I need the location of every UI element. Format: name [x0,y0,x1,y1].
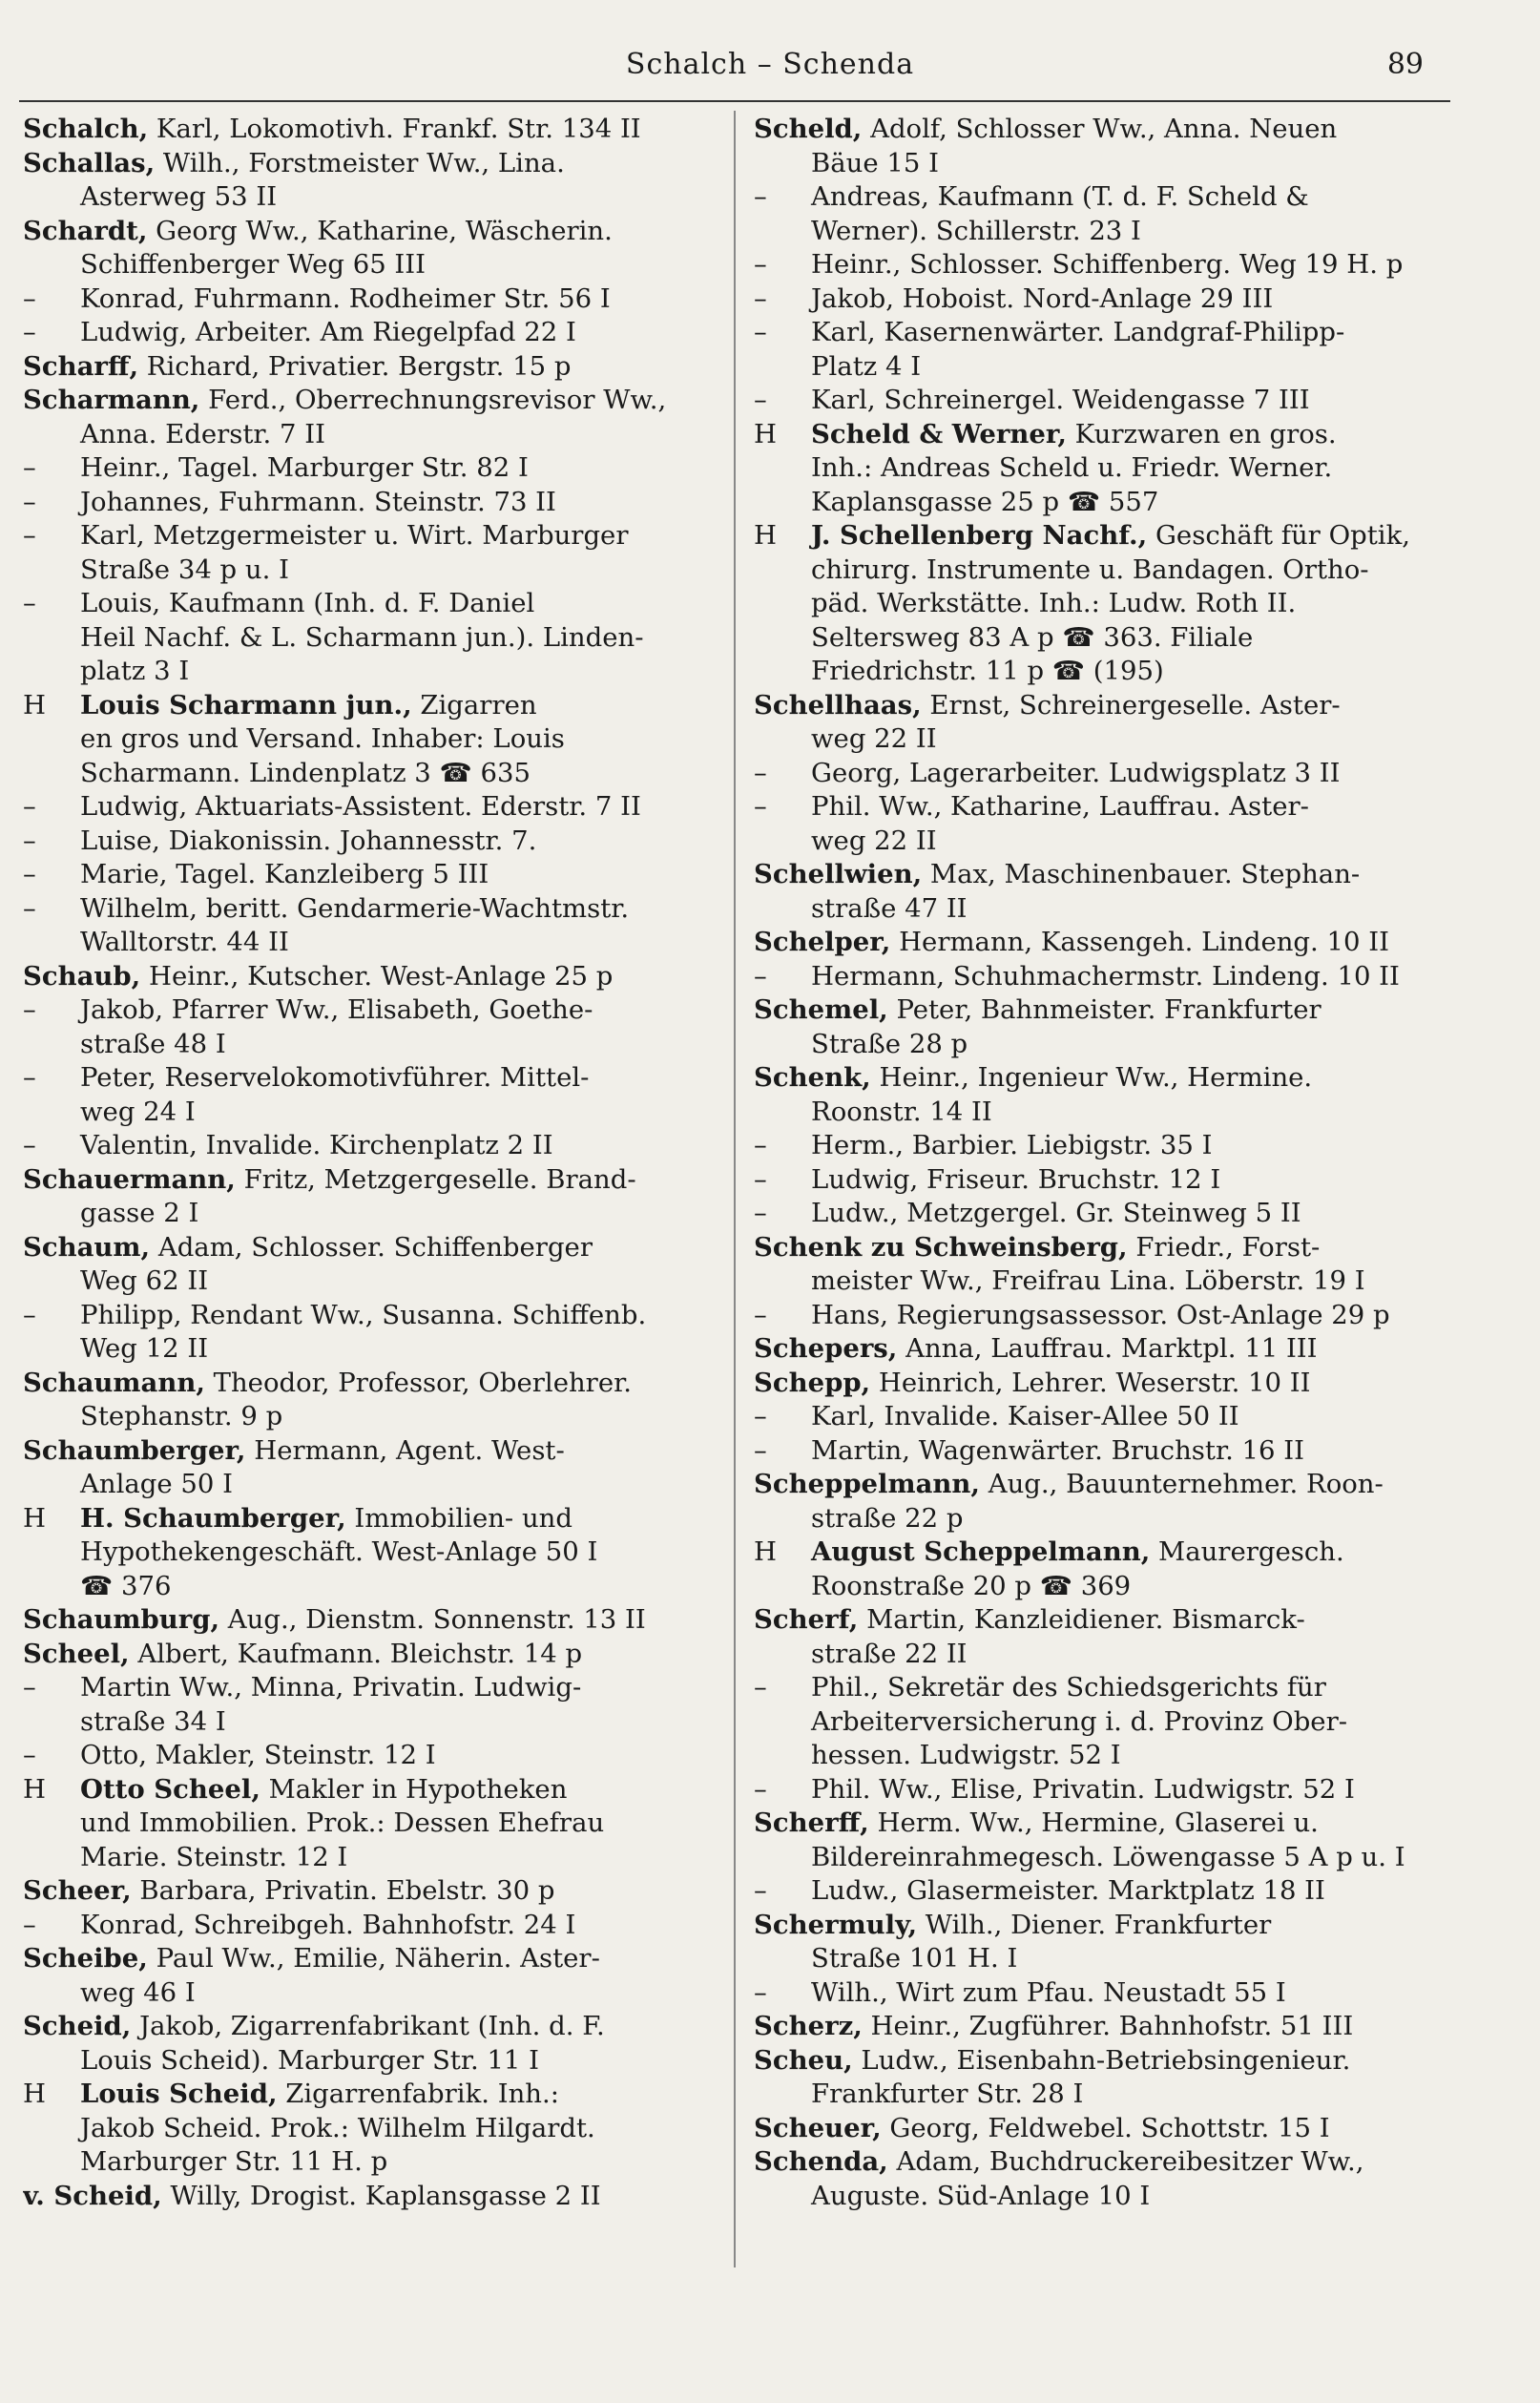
entry-surname: Schaumberger, [23,1434,246,1466]
sub-entry [754,1400,1436,1434]
business-entry [754,1536,1436,1570]
entry-details: Aug., Dienstm. Sonnenstr. 13 II [219,1604,646,1635]
business-details: Maurergesch. [1150,1536,1344,1567]
sub-entry [23,993,706,1028]
directory-entry [23,147,706,181]
entry-details: Heinr., Zugführer. Bahnhofstr. 51 III [862,2011,1354,2041]
sub-entry [754,1976,1436,2011]
sub-entry-text: Wilh., Wirt zum Pfau. Neustadt 55 I [811,1976,1286,2008]
ditto-dash: – [754,757,767,788]
directory-entry [23,1163,706,1198]
ditto-dash: – [23,859,36,889]
continuation-line: straße 22 p [811,1502,964,1534]
business-details: Zigarren [411,689,537,721]
entry-surname: Scheel, [23,1638,130,1669]
entry-surname: Schardt, [23,215,148,246]
entry-surname: Schepers, [754,1333,898,1364]
continuation-line: weg 46 I [80,1976,196,2008]
entry-details: Adam, Buchdruckereibesitzer Ww., [887,2146,1364,2177]
sub-entry [23,858,706,892]
entry-surname: Schellwien, [754,859,923,889]
sub-entry [754,180,1436,215]
ditto-dash: – [754,960,767,992]
ditto-dash: – [754,1198,767,1228]
sub-entry-text: Konrad, Fuhrmann. Rodheimer Str. 56 I [80,282,611,314]
business-marker: H [754,418,777,449]
sub-entry [23,790,706,825]
page-title: Schalch – Schenda [625,48,915,81]
ditto-dash: – [23,486,36,517]
ditto-dash: – [23,994,36,1025]
continuation-line: Inh.: Andreas Scheld u. Friedr. Werner. [811,452,1333,483]
sub-entry [754,790,1436,825]
business-details: Geschäft für Optik, [1147,520,1410,551]
continuation-line: Anlage 50 I [80,1469,233,1499]
sub-entry-text: Jakob, Pfarrer Ww., Elisabeth, Goethe- [80,994,593,1025]
continuation-line: Stephanstr. 9 p [80,1401,283,1431]
continuation-line: Anna. Ederstr. 7 II [80,418,325,449]
entry-surname: Schaum, [23,1231,151,1263]
continuation-line: weg 22 II [811,723,937,754]
continuation-line: päd. Werkstätte. Inh.: Ludw. Roth II. [811,588,1297,618]
continuation-line: Marie. Steinstr. 12 I [80,1841,348,1872]
directory-entry [754,1909,1436,1943]
continuation-line: Louis Scheid). Marburger Str. 11 I [80,2044,540,2076]
continuation-line: weg 24 I [80,1096,196,1127]
ditto-dash: – [23,892,36,924]
continuation-line: Roonstr. 14 II [811,1096,992,1127]
sub-entry [754,1129,1436,1163]
ditto-dash: – [754,181,767,212]
entry-details: Ferd., Oberrechnungsrevisor Ww., [199,385,667,415]
ditto-dash: – [23,282,36,314]
entry-details: Ludw., Eisenbahn-Betriebsingenieur. [852,2044,1351,2076]
entry-details: Hermann, Kassengeh. Lindeng. 10 II [890,927,1389,957]
sub-entry-text: Martin, Wagenwärter. Bruchstr. 16 II [811,1434,1305,1466]
sub-entry [754,1874,1436,1909]
sub-entry-text: Jakob, Hoboist. Nord-Anlage 29 III [811,282,1274,314]
business-entry [23,689,706,723]
entry-details: Willy, Drogist. Kaplansgasse 2 II [161,2180,601,2211]
sub-entry [754,384,1436,418]
sub-entry-text: Konrad, Schreibgeh. Bahnhofstr. 24 I [80,1909,576,1940]
directory-entry [754,1231,1436,1265]
continuation-line: Friedrichstr. 11 p ☎ (195) [811,656,1164,686]
continuation-line: Asterweg 53 II [80,181,278,212]
entry-surname: Scheer, [23,1875,132,1906]
ditto-dash: – [23,1672,36,1703]
sub-entry [23,519,706,554]
directory-entry [754,2044,1436,2079]
continuation-line: straße 48 I [80,1028,226,1059]
ditto-dash: – [754,1773,767,1805]
sub-entry [23,825,706,859]
sub-entry [754,1163,1436,1198]
ditto-dash: – [23,1130,36,1160]
directory-entry [754,1603,1436,1638]
entry-details: Max, Maschinenbauer. Stephan- [922,859,1361,889]
sub-entry [23,486,706,520]
directory-entry [23,1603,706,1638]
business-marker: H [23,1773,46,1805]
sub-entry [754,282,1436,317]
entry-details: Adam, Schlosser. Schiffenberger [150,1231,593,1263]
sub-entry [23,1129,706,1163]
sub-entry [754,316,1436,350]
ditto-dash: – [754,282,767,314]
sub-entry-text: Hans, Regierungsassessor. Ost-Anlage 29 p [811,1299,1390,1330]
business-marker: H [23,2079,46,2109]
sub-entry [23,1061,706,1096]
directory-entry [23,1231,706,1265]
business-marker: H [23,1502,46,1534]
sub-entry [754,757,1436,791]
ditto-dash: – [754,1434,767,1466]
sub-entry-text: Ludwig, Aktuariats-Assistent. Ederstr. 7 II [80,791,641,822]
continuation-line: platz 3 I [80,656,190,686]
entry-surname: Scheu, [754,2044,853,2076]
directory-entry [754,1468,1436,1502]
ditto-dash: – [754,791,767,822]
ditto-dash: – [754,1875,767,1906]
continuation-line: Platz 4 I [811,350,922,382]
sub-entry-text: Karl, Kasernenwärter. Landgraf-Philipp- [811,317,1345,347]
sub-entry [23,451,706,486]
business-name: Louis Scheid, [80,2079,278,2109]
sub-entry-text: Marie, Tagel. Kanzleiberg 5 III [80,859,489,889]
entry-details: Peter, Bahnmeister. Frankfurter [887,994,1321,1025]
entry-surname: Schenda, [754,2146,888,2177]
ditto-dash: – [23,791,36,822]
directory-entry [23,1874,706,1909]
page-header [0,48,1540,92]
entry-surname: Scheid, [23,2011,132,2041]
sub-entry [23,282,706,317]
entry-details: Barbara, Privatin. Ebelstr. 30 p [131,1875,555,1906]
sub-entry [754,1197,1436,1231]
continuation-line: Weg 12 II [80,1333,209,1364]
ditto-dash: – [23,1909,36,1940]
entry-surname: Schallas, [23,147,156,178]
directory-entry [754,1807,1436,1841]
directory-entry [23,2010,706,2044]
directory-entry [23,1367,706,1401]
business-marker: H [23,689,46,721]
entry-details: Karl, Lokomotivh. Frankf. Str. 134 II [148,114,641,144]
column-separator [734,111,736,2267]
directory-entry [23,2180,706,2214]
continuation-line: Weg 62 II [80,1265,209,1296]
business-name: Louis Scharmann jun., [80,689,412,721]
ditto-dash: – [23,452,36,483]
entry-details: Wilh., Forstmeister Ww., Lina. [155,147,565,178]
entry-details: Aug., Bauunternehmer. Roon- [979,1469,1384,1499]
ditto-dash: – [754,1976,767,2008]
directory-entry [754,2010,1436,2044]
entry-details: Hermann, Agent. West- [245,1434,565,1466]
entry-surname: Scherz, [754,2011,863,2041]
ditto-dash: – [754,1401,767,1431]
entry-details: Herm. Ww., Hermine, Glaserei u. [868,1807,1319,1838]
continuation-line: en gros und Versand. Inhaber: Louis [80,723,565,754]
business-name: August Scheppelmann, [811,1536,1151,1567]
directory-entry [754,2145,1436,2180]
business-marker: H [754,520,777,551]
business-name: H. Schaumberger, [80,1502,346,1534]
sub-entry [23,316,706,350]
sub-entry-text: Wilhelm, beritt. Gendarmerie-Wachtmstr. [80,892,630,924]
sub-entry-text: Karl, Metzgermeister u. Wirt. Marburger [80,520,629,551]
entry-details: Anna, Lauffrau. Marktpl. 11 III [897,1333,1318,1364]
ditto-dash: – [23,825,36,856]
business-details: Kurzwaren en gros. [1066,418,1337,449]
entry-surname: Scharmann, [23,385,200,415]
ditto-dash: – [754,317,767,347]
sub-entry [23,1909,706,1943]
continuation-line: gasse 2 I [80,1198,199,1228]
sub-entry-text: Phil. Ww., Katharine, Lauffrau. Aster- [811,791,1309,822]
entry-details: Ernst, Schreinergeselle. Aster- [921,689,1341,721]
sub-entry [754,1299,1436,1333]
sub-entry [23,587,706,621]
directory-entry [23,215,706,249]
continuation-line: Hypothekengeschäft. West-Anlage 50 I [80,1536,598,1567]
entry-surname: Schauermann, [23,1163,236,1195]
ditto-dash: – [23,1062,36,1093]
sub-entry-text: Heinr., Schlosser. Schiffenberg. Weg 19 H. p [811,249,1404,280]
continuation-line: Walltorstr. 44 II [80,927,289,957]
directory-entry [754,926,1436,960]
continuation-line: Arbeiterversicherung i. d. Provinz Ober- [811,1705,1348,1737]
directory-entry [754,1061,1436,1096]
business-details: Zigarrenfabrik. Inh.: [277,2079,560,2109]
business-entry [23,1502,706,1536]
sub-entry-text: Philipp, Rendant Ww., Susanna. Schiffenb. [80,1299,647,1330]
directory-entry [754,993,1436,1028]
sub-entry-text: Ludw., Metzgergel. Gr. Steinweg 5 II [811,1198,1301,1228]
ditto-dash: – [754,385,767,415]
directory-entry [23,384,706,418]
sub-entry-text: Herm., Barbier. Liebigstr. 35 I [811,1130,1213,1160]
ditto-dash: – [754,1299,767,1330]
business-name: Scheld & Werner, [811,418,1067,449]
sub-entry-text: Heinr., Tagel. Marburger Str. 82 I [80,452,529,483]
entry-details: Georg Ww., Katharine, Wäscherin. [147,215,613,246]
continuation-line: Auguste. Süd-Anlage 10 I [811,2180,1151,2211]
directory-entry [754,1332,1436,1367]
entry-details: Friedr., Forst- [1127,1231,1321,1263]
business-name: J. Schellenberg Nachf., [811,520,1148,551]
continuation-line: chirurg. Instrumente u. Bandagen. Ortho- [811,554,1369,585]
business-entry [23,1773,706,1807]
sub-entry-text: Martin Ww., Minna, Privatin. Ludwig- [80,1672,582,1703]
ditto-dash: – [23,520,36,551]
entry-surname: Scheuer, [754,2112,882,2143]
sub-entry-text: Karl, Schreinergel. Weidengasse 7 III [811,385,1310,415]
ditto-dash: – [754,249,767,280]
ditto-dash: – [23,1299,36,1330]
directory-entry [754,113,1436,147]
continuation-line: Jakob Scheid. Prok.: Wilhelm Hilgardt. [80,2112,595,2143]
sub-entry-text: Karl, Invalide. Kaiser-Allee 50 II [811,1401,1239,1431]
continuation-line: und Immobilien. Prok.: Dessen Ehefrau [80,1807,605,1838]
sub-entry-text: Hermann, Schuhmachermstr. Lindeng. 10 II [811,960,1400,992]
continuation-line: Marburger Str. 11 H. p [80,2146,388,2177]
entry-details: Paul Ww., Emilie, Näherin. Aster- [147,1943,600,1974]
sub-entry-text: Otto, Makler, Steinstr. 12 I [80,1740,436,1770]
continuation-line: straße 34 I [80,1705,226,1737]
entry-surname: Scharff, [23,350,139,382]
left-column [23,113,706,2213]
continuation-line: Scharmann. Lindenplatz 3 ☎ 635 [80,757,531,788]
continuation-line: Heil Nachf. & L. Scharmann jun.). Linden- [80,621,644,653]
sub-entry-text: Ludwig, Arbeiter. Am Riegelpfad 22 I [80,317,576,347]
sub-entry [23,1299,706,1333]
continuation-line: ☎ 376 [80,1570,172,1601]
sub-entry [754,248,1436,282]
business-marker: H [754,1536,777,1567]
continuation-line: hessen. Ludwigstr. 52 I [811,1740,1121,1770]
directory-entry [754,2112,1436,2146]
directory-entry [23,350,706,385]
sub-entry [754,1773,1436,1807]
continuation-line: Straße 34 p u. I [80,554,289,585]
continuation-line: straße 22 II [811,1638,968,1669]
header-rule [19,100,1450,102]
ditto-dash: – [23,317,36,347]
sub-entry-text: Peter, Reservelokomotivführer. Mittel- [80,1062,590,1093]
sub-entry-text: Ludwig, Friseur. Bruchstr. 12 I [811,1163,1221,1195]
business-details: Immobilien- und [345,1502,572,1534]
sub-entry-text: Georg, Lagerarbeiter. Ludwigsplatz 3 II [811,757,1341,788]
sub-entry-text: Ludw., Glasermeister. Marktplatz 18 II [811,1875,1325,1906]
sub-entry [754,1434,1436,1469]
continuation-line: weg 22 II [811,825,937,856]
sub-entry [754,960,1436,994]
ditto-dash: – [754,1672,767,1703]
entry-surname: Schaub, [23,960,141,992]
page-number: 89 [1386,48,1424,81]
sub-entry [754,1671,1436,1705]
continuation-line: meister Ww., Freifrau Lina. Löberstr. 19 I [811,1265,1365,1296]
entry-details: Fritz, Metzgergeselle. Brand- [235,1163,636,1195]
sub-entry-text: Luise, Diakonissin. Johannesstr. 7. [80,825,537,856]
directory-entry [23,1434,706,1469]
entry-surname: Scheppelmann, [754,1469,980,1499]
business-entry [754,418,1436,452]
entry-details: Jakob, Zigarrenfabrikant (Inh. d. F. [131,2011,605,2041]
continuation-line: Frankfurter Str. 28 I [811,2079,1084,2109]
ditto-dash: – [23,1740,36,1770]
continuation-line: Kaplansgasse 25 p ☎ 557 [811,486,1159,517]
sub-entry [23,1671,706,1705]
continuation-line: Bildereinrahmegesch. Löwengasse 5 A p u. I [811,1841,1405,1872]
continuation-line: Straße 101 H. I [811,1943,1018,1974]
entry-surname: Schermuly, [754,1909,918,1940]
sub-entry [23,892,706,927]
sub-entry-text: Valentin, Invalide. Kirchenplatz 2 II [80,1130,553,1160]
entry-details: Richard, Privatier. Bergstr. 15 p [138,350,572,382]
entry-surname: Schenk, [754,1062,871,1093]
directory-entry [754,858,1436,892]
entry-details: Heinrich, Lehrer. Weserstr. 10 II [870,1367,1311,1398]
business-entry [23,2078,706,2112]
continuation-line: Roonstraße 20 p ☎ 369 [811,1570,1132,1601]
sub-entry-text: Johannes, Fuhrmann. Steinstr. 73 II [80,486,556,517]
entry-details: Georg, Feldwebel. Schottstr. 15 I [881,2112,1330,2143]
ditto-dash: – [754,1163,767,1195]
entry-details: Adolf, Schlosser Ww., Anna. Neuen [862,114,1338,144]
sub-entry [23,1739,706,1773]
directory-entry [23,113,706,147]
right-column [754,113,1436,2213]
continuation-line: Schiffenberger Weg 65 III [80,249,427,280]
sub-entry-text: Louis, Kaufmann (Inh. d. F. Daniel [80,588,535,618]
directory-entry [754,689,1436,723]
sub-entry-text: Andreas, Kaufmann (T. d. F. Scheld & [811,181,1309,212]
sub-entry-text: Phil., Sekretär des Schiedsgerichts für [811,1672,1326,1703]
business-details: Makler in Hypotheken [260,1773,568,1805]
entry-details: Heinr., Kutscher. West-Anlage 25 p [140,960,614,992]
entry-details: Heinr., Ingenieur Ww., Hermine. [870,1062,1313,1093]
entry-surname: Schalch, [23,114,149,144]
entry-details: Albert, Kaufmann. Bleichstr. 14 p [129,1638,583,1669]
sub-entry-text: Phil. Ww., Elise, Privatin. Ludwigstr. 52 I [811,1773,1355,1805]
entry-surname: Schemel, [754,994,888,1025]
entry-surname: v. Scheid, [23,2180,162,2211]
continuation-line: straße 47 II [811,892,968,924]
directory-entry [23,1942,706,1976]
directory-entry [23,1638,706,1672]
ditto-dash: – [754,1130,767,1160]
entry-surname: Schenk zu Schweinsberg, [754,1231,1128,1263]
directory-entry [754,1367,1436,1401]
entry-surname: Schaumann, [23,1367,205,1398]
entry-surname: Schaumburg, [23,1604,220,1635]
entry-surname: Schelper, [754,927,891,957]
business-entry [754,519,1436,554]
entry-surname: Schepp, [754,1367,871,1398]
continuation-line: Seltersweg 83 A p ☎ 363. Filiale [811,621,1254,653]
ditto-dash: – [23,588,36,618]
directory-entry [23,960,706,994]
entry-surname: Scheld, [754,114,863,144]
continuation-line: Bäue 15 I [811,147,939,178]
entry-surname: Scherff, [754,1807,869,1838]
continuation-line: Werner). Schillerstr. 23 I [811,215,1141,246]
entry-details: Martin, Kanzleidiener. Bismarck- [858,1604,1305,1635]
entry-surname: Schellhaas, [754,689,922,721]
continuation-line: Straße 28 p [811,1028,968,1059]
entry-details: Wilh., Diener. Frankfurter [917,1909,1272,1940]
entry-surname: Scherf, [754,1604,859,1635]
business-name: Otto Scheel, [80,1773,260,1805]
entry-surname: Scheibe, [23,1943,148,1974]
entry-details: Theodor, Professor, Oberlehrer. [204,1367,632,1398]
